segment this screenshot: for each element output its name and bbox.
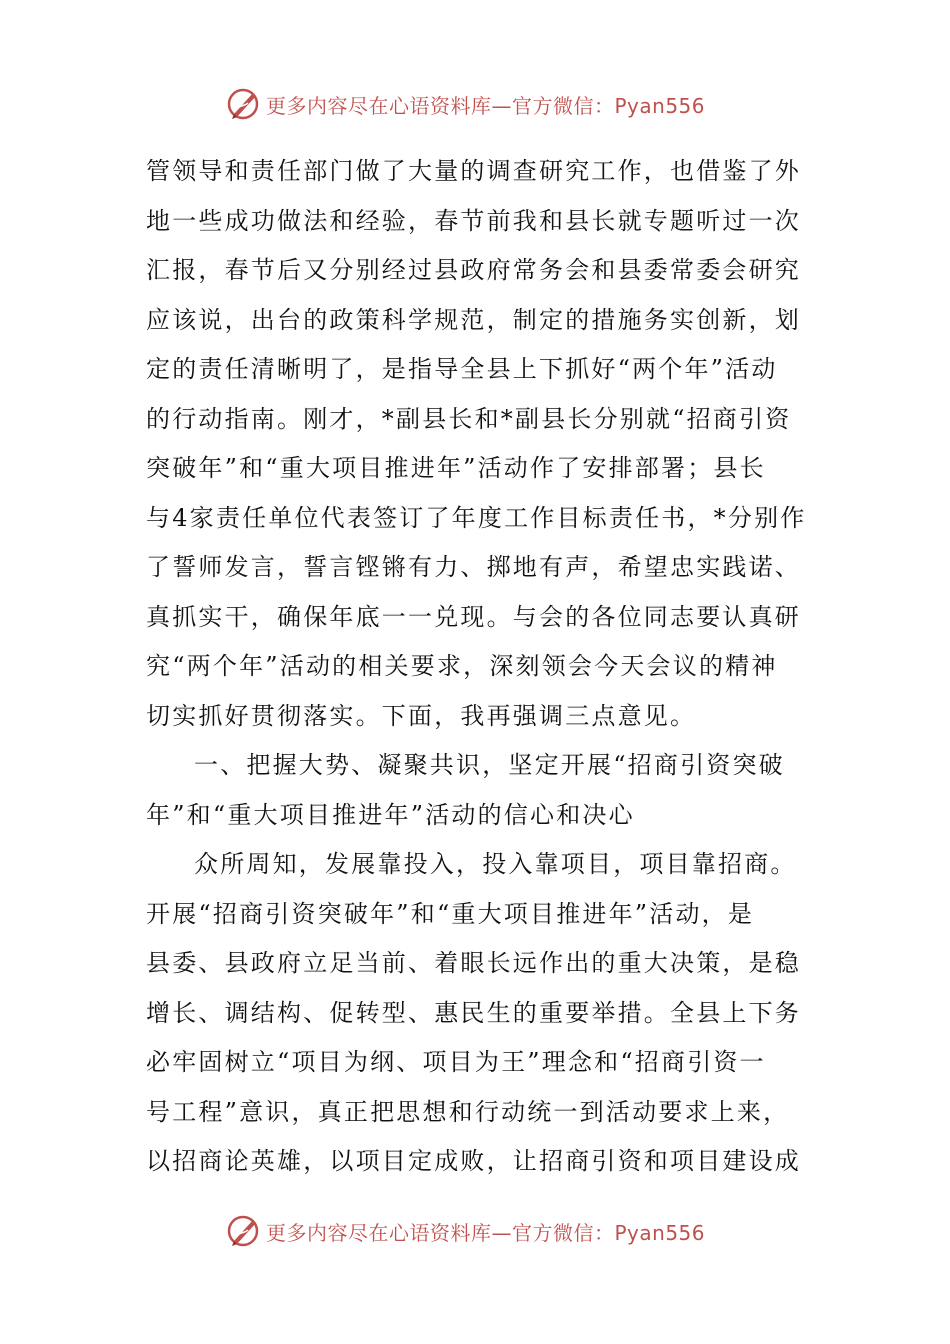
text-line: 开展“招商引资突破年”和“重大项目推进年”活动，是 [146, 899, 755, 928]
text-line: 与4家责任单位代表签订了年度工作目标责任书，*分别作 [146, 503, 807, 532]
section-heading-line: 一、把握大势、凝聚共识，坚定开展“招商引资突破 [194, 751, 785, 779]
text-line: 究“两个年”活动的相关要求，深刻领会今天会议的精神 [146, 652, 778, 680]
text-line: 县委、县政府立足当前、着眼长远作出的重大决策，是稳 [146, 949, 801, 977]
text-line: 了誓师发言，誓言铿锵有力、掷地有声，希望忠实践诺、 [146, 553, 801, 581]
pen-logo-icon [226, 1213, 262, 1249]
text-line: 定的责任清晰明了，是指导全县上下抓好“两个年”活动 [146, 355, 778, 383]
text-line: 号工程”意识，真正把思想和行动统一到活动要求上来， [146, 1097, 790, 1126]
text-line: 汇报，春节后又分别经过县政府常务会和县委常委会研究 [146, 256, 801, 284]
text-line: 应该说，出台的政策科学规范，制定的措施务实创新，划 [146, 305, 801, 334]
watermark-text: 更多内容尽在心语资料库—官方微信：Pyan556 [266, 1220, 706, 1245]
text-line: 切实抓好贯彻落实。下面，我再强调三点意见。 [146, 701, 697, 730]
text-line: 增长、调结构、促转型、惠民生的重要举措。全县上下务 [146, 998, 801, 1027]
header-watermark-banner [0, 84, 950, 124]
text-line: 的行动指南。刚才，*副县长和*副县长分别就“招商引资 [146, 404, 792, 433]
text-line: 突破年”和“重大项目推进年”活动作了安排部署；县长 [146, 454, 766, 482]
text-line: 必牢固树立“项目为纲、项目为王”理念和“招商引资一 [146, 1048, 766, 1076]
watermark-text: 更多内容尽在心语资料库—官方微信：Pyan556 [266, 93, 706, 118]
text-line: 管领导和责任部门做了大量的调查研究工作，也借鉴了外 [146, 157, 801, 185]
text-line: 真抓实干，确保年底一一兑现。与会的各位同志要认真研 [146, 602, 801, 631]
text-line: 地一些成功做法和经验，春节前我和县长就专题听过一次 [146, 206, 801, 235]
pen-logo-icon [226, 86, 262, 122]
footer-watermark-banner [0, 1211, 950, 1251]
text-line: 众所周知，发展靠投入，投入靠项目，项目靠招商。 [194, 850, 797, 878]
document-body [146, 147, 810, 1187]
text-line: 以招商论英雄，以项目定成败，让招商引资和项目建设成 [146, 1147, 801, 1175]
section-heading-line: 年”和“重大项目推进年”活动的信心和决心 [146, 800, 635, 829]
